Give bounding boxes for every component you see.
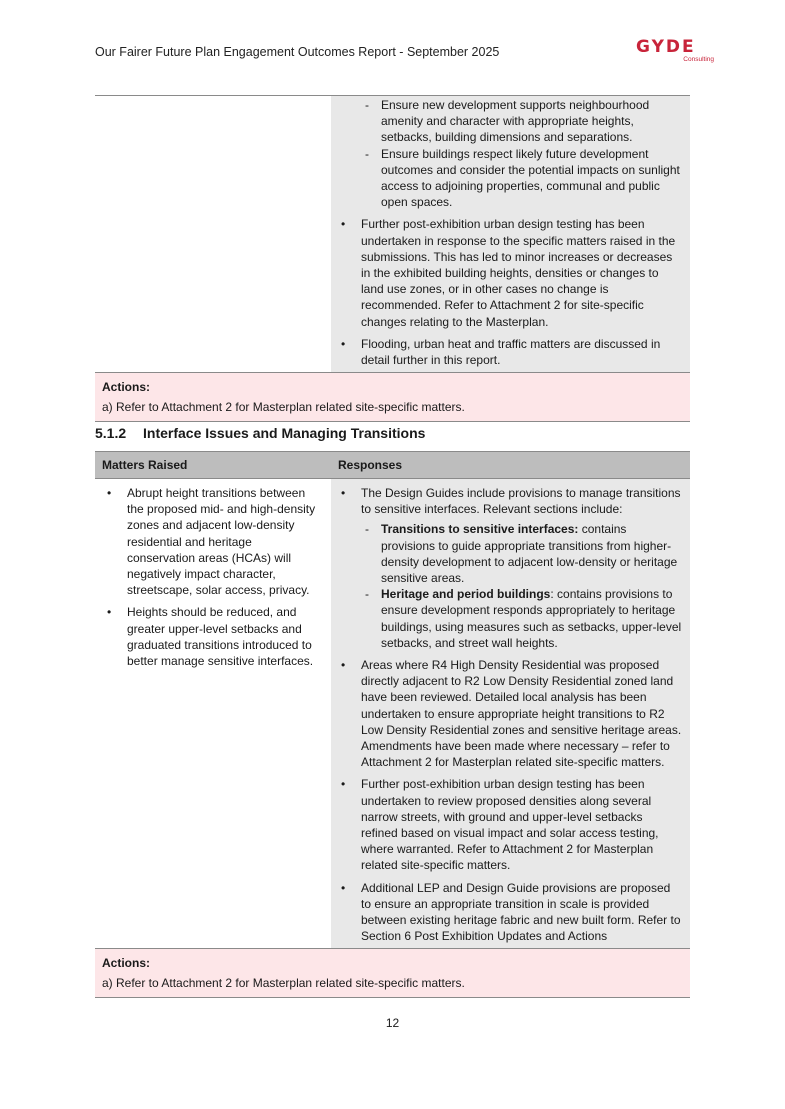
- response-item: • Further post-exhibition urban design testing has been undertaken to review proposed densities along several narrow streets, with ground and upper-level setbacks refined based on visual impact and solar access testing, where warranted. Refer to Attachment 2 for Masterplan related site-specific matters.: [335, 776, 682, 873]
- matters-cell-empty: [95, 96, 331, 372]
- bullet-item: • Further post-exhibition urban design testing has been undertaken in response to the specific matters raised in the submissions. This has led to minor increases or decreases in the exhibited building heights, densities or changes to land use zones, or in other cases no change is recommended. Refer to Attachment 2 for site-specific changes relating to the Masterplan.: [335, 216, 682, 329]
- dash-item: [361, 586, 682, 651]
- responses-cell: [331, 479, 690, 948]
- dash-item: - Ensure new development supports neighbourhood amenity and character with appropriate heights, setbacks, building dimensions and separations.: [335, 97, 682, 146]
- table-row: [95, 479, 690, 948]
- section-heading: [95, 425, 425, 441]
- transitions-table: [95, 451, 690, 998]
- dash-list: [335, 97, 682, 210]
- response-intro: The Design Guides include provisions to manage transitions to sensitive interfaces. Relevant sections include:: [361, 486, 681, 517]
- actions-text: a) Refer to Attachment 2 for Masterplan related site-specific matters.: [102, 400, 465, 415]
- column-header-matters: Matters Raised: [102, 458, 188, 472]
- actions-box: [95, 372, 690, 422]
- responses-list: [335, 485, 682, 944]
- dash-item: - Ensure buildings respect likely future development outcomes and consider the potential impacts on sunlight access to adjoining properties, communal and public open spaces.: [335, 146, 682, 211]
- dash-item: [361, 521, 682, 586]
- dash-item-text: contains provisions to guide appropriate transitions from higher-density development to adjacent low-density or heritage sensitive areas.: [381, 522, 678, 586]
- gyde-logo: [636, 38, 726, 68]
- actions-text: a) Refer to Attachment 2 for Masterplan related site-specific matters.: [102, 976, 465, 991]
- logo-wordmark: GYDE: [636, 37, 696, 57]
- actions-title: Actions:: [102, 956, 150, 971]
- logo-subtitle: Consulting: [683, 56, 714, 63]
- bullet-item: • Flooding, urban heat and traffic matters are discussed in detail further in this report.: [335, 336, 682, 368]
- matter-item: • Heights should be reduced, and greater upper-level setbacks and graduated transitions introduced to better manage sensitive interfaces.: [101, 604, 323, 669]
- responses-cell: [331, 96, 690, 372]
- column-header-responses: Responses: [338, 458, 403, 472]
- response-item: [335, 485, 682, 651]
- dash-item-bold: Transitions to sensitive interfaces:: [381, 522, 579, 537]
- dash-list: [361, 521, 682, 651]
- bullet-list: [335, 216, 682, 368]
- table-continued: [95, 95, 690, 422]
- section-title: Interface Issues and Managing Transitions: [143, 425, 426, 441]
- actions-title: Actions:: [102, 380, 150, 395]
- matter-item: • Abrupt height transitions between the proposed mid- and high-density zones and adjacent low-density residential and heritage conservation areas (HCAs) will negatively impact character, streetscape, solar access, privacy.: [101, 485, 323, 598]
- table-header: [95, 451, 690, 479]
- page-number: 12: [385, 1016, 400, 1030]
- response-item: • Areas where R4 High Density Residential was proposed directly adjacent to R2 Low Density Residential zoned land have been reviewed. Detailed local analysis has been undertaken to ensure appropriate height transitions to R2 Low Density Residential zones and sensitive heritage areas. Amendments have been made where necessary – refer to Attachment 2 for Masterplan related site-specific matters.: [335, 657, 682, 770]
- header-title: Our Fairer Future Plan Engagement Outcomes Report - September 2025: [95, 45, 500, 59]
- section-number: 5.1.2: [95, 425, 127, 441]
- dash-item-bold: Heritage and period buildings: [381, 587, 551, 602]
- table-row: [95, 96, 690, 372]
- matters-cell: [95, 479, 331, 948]
- actions-box: [95, 948, 690, 998]
- response-item: • Additional LEP and Design Guide provisions are proposed to ensure an appropriate transition in scale is provided between existing heritage fabric and new built form. Refer to Section 6 Post Exhibition Updates and Actions: [335, 880, 682, 945]
- dash-item-text: : contains provisions to ensure development responds appropriately to heritage buildings, using measures such as setbacks, upper-level setbacks, and street wall heights.: [381, 587, 682, 650]
- matters-list: [101, 485, 323, 669]
